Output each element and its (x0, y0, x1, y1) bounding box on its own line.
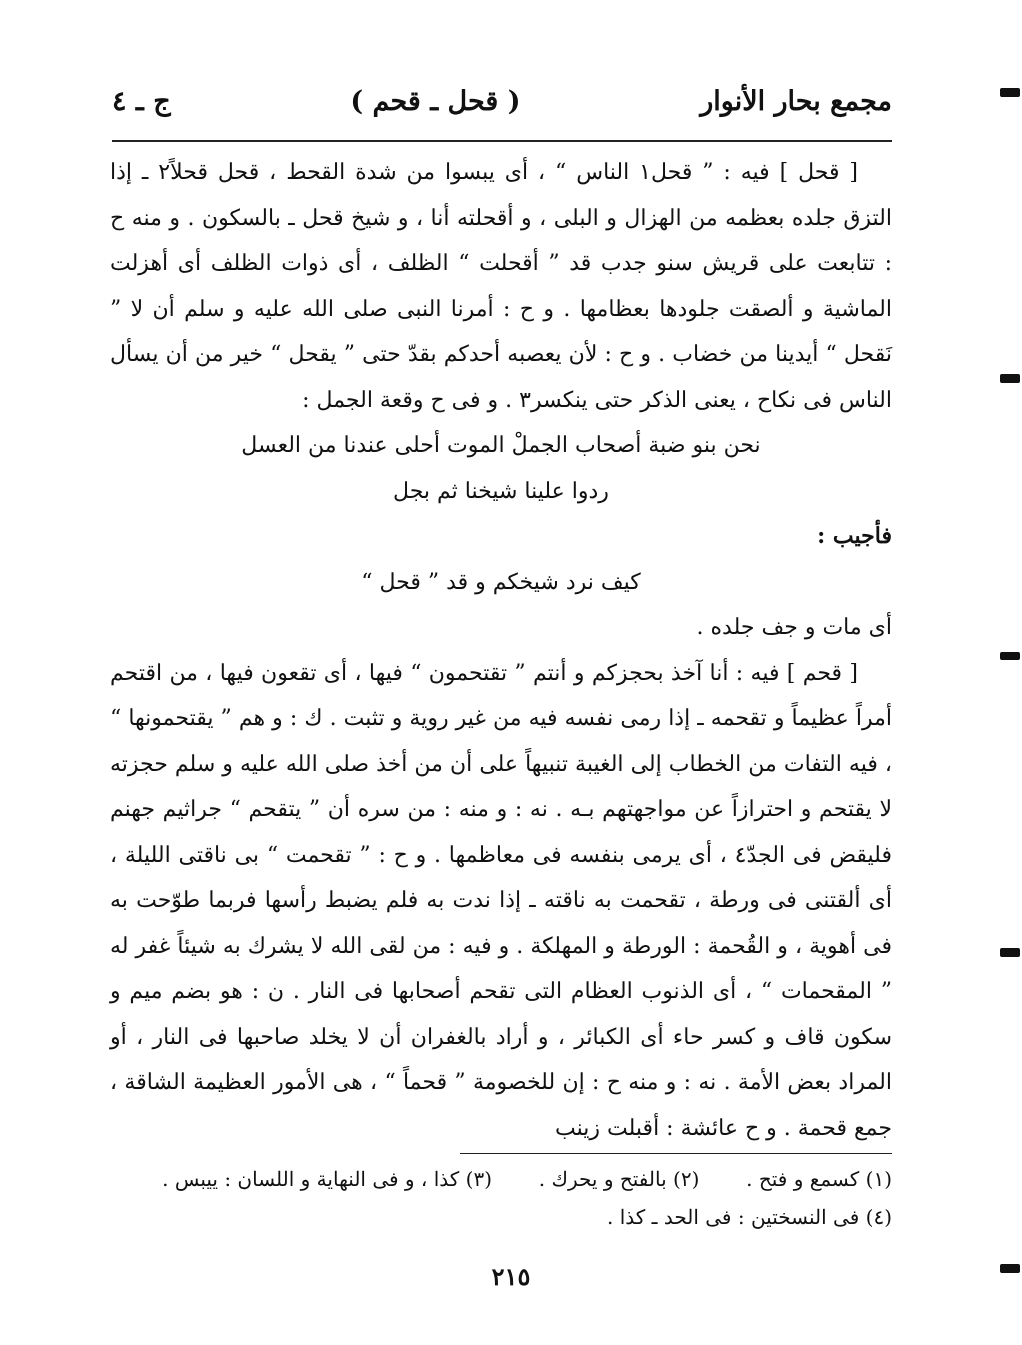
section-title: ( قحل ـ قحم ) (350, 85, 521, 117)
verse-line-1: نحن بنو ضبة أصحاب الجملْ الموت أحلى عندنا من العسل (241, 433, 761, 458)
volume-number: ج ـ ٤ (112, 85, 171, 117)
scan-edge-mark (1000, 374, 1020, 383)
gloss-line: أى مات و جف جلده . (696, 615, 892, 640)
footnote-2: (٢) بالفتح و يحرك . (538, 1167, 700, 1191)
footnote-line-2 (110, 1198, 892, 1236)
page-number: ٢١٥ (491, 1262, 531, 1291)
book-title: مجمع بحار الأنوار (700, 85, 892, 117)
verse-line-3: كيف نرد شيخكم و قد ” قحل “ (361, 569, 641, 595)
scan-edge-mark (1000, 88, 1020, 97)
verse-line-2: ردوا علينا شيخنا ثم بجل (393, 478, 609, 504)
footnote-4: (٤) فى النسختين : فى الحد ـ كذا . (606, 1205, 892, 1229)
entry-qahal: [ قحل ] فيه : ” قحل١ الناس “ ، أى يبسوا من شدة القحط ، قحل قحلاً٢ ـ إذا التزق جلده بعظمه من الهزال و البلى ، و أقحلته أنا ، و شيخ قحل ـ بالسكون . و منه ح : تتابعت على قريش سنو جدب قد ” أقحلت “ الظلف ، أى ذوات الظلف أى أهزلت الماشية و ألصقت جلودها بعظامها . و ح : أمرنا النبى صلى الله عليه و سلم أن لا ” نَقحل “ أيدينا من خضاب . و ح : لأن يعصبه أحدكم بقدّ حتى ” يقحل “ خير من أن يسأل الناس فى نكاح ، يعنى الذكر حتى ينكسر٣ . و فى ح وقعة الجمل : (110, 160, 892, 413)
answer-intro: فأجيب : (817, 523, 892, 549)
footnotes (110, 1160, 892, 1236)
footnote-1: (١) كسمع و فتح . (746, 1167, 892, 1191)
footnote-line-1 (110, 1160, 892, 1198)
entry-qahm: [ قحم ] فيه : أنا آخذ بحجزكم و أنتم ” تقتحمون “ فيها ، أى تقعون فيها ، من اقتحم أمراً عظيماً و تقحمه ـ إذا رمى نفسه فيه من غير روية و تثبت . ك : و هم ” يقتحمونها “ ، فيه التفات من الخطاب إلى الغيبة تنبيهاً على أن من أخذ صلى الله عليه و سلم حجزته لا يقتحم و احترازاً عن مواجهتهم بـه . نه : و منه : من سره أن ” يتقحم “ جراثيم جهنم فليقض فى الجدّ٤ ، أى يرمى بنفسه فى معاظمها . و ح : ” تقحمت “ بى ناقتى الليلة ، أى ألقتنى فى ورطة ، تقحمت به ناقته ـ إذا ندت به فلم يضبط رأسها فربما طوّحت به فى أهوية ، و القُحمة : الورطة و المهلكة . و فيه : من لقى الله لا يشرك به شيئاً غفر له ” المقحمات “ ، أى الذنوب العظام التى تقحم أصحابها فى النار . ن : هو بضم ميم و سكون قاف و كسر حاء أى الكبائر ، و أراد بالغفران أن لا يخلد صاحبها فى النار ، أو المراد بعض الأمة . نه : و منه ح : إن للخصومة ” قحماً “ ، هى الأمور العظيمة الشاقة ، جمع قحمة . و ح عائشة : أقبلت زينب (110, 660, 892, 1141)
running-header (112, 78, 892, 124)
footnote-rule (460, 1153, 892, 1154)
scan-edge-mark (1000, 948, 1020, 957)
header-rule (112, 140, 892, 142)
main-text (110, 150, 892, 1151)
scan-edge-mark (1000, 652, 1020, 660)
scan-edge-mark (1000, 1264, 1020, 1273)
footnote-3: (٣) كذا ، و فى النهاية و اللسان : ييبس . (162, 1167, 493, 1191)
